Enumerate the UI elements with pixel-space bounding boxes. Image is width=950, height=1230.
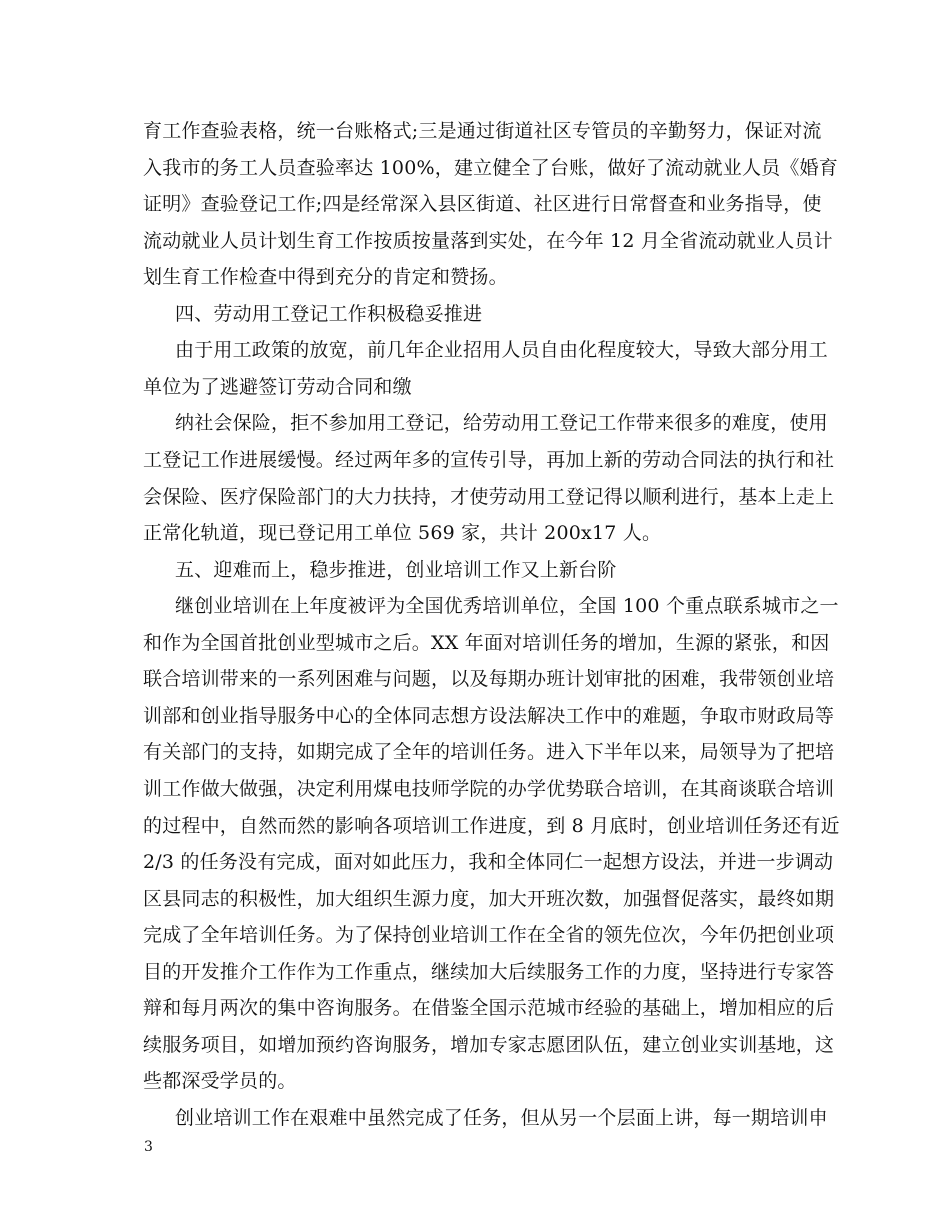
text-line: 证明》查验登记工作;四是经常深入县区街道、社区进行日常督查和业务指导，使 bbox=[143, 193, 822, 215]
text-line: 区县同志的积极性，加大组织生源力度，加大开班次数，加强督促落实，最终如期 bbox=[143, 888, 835, 910]
text-line: 工登记工作进展缓慢。经过两年多的宣传引导，再加上新的劳动合同法的执行和社 bbox=[143, 449, 835, 471]
text-line: 续服务项目，如增加预约咨询服务，增加专家志愿团队伍，建立创业实训基地，这 bbox=[143, 1034, 835, 1056]
text-line: 联合培训带来的一系列困难与问题，以及每期办班计划审批的困难，我带领创业培 bbox=[143, 668, 835, 690]
text-line: 会保险、医疗保险部门的大力扶持，才使劳动用工登记得以顺利进行，基本上走上 bbox=[143, 486, 835, 508]
text-line: 目的开发推介工作作为工作重点，继续加大后续服务工作的力度，坚持进行专家答 bbox=[143, 961, 835, 983]
text-line: 纳社会保险，拒不参加用工登记，给劳动用工登记工作带来很多的难度，使用 bbox=[175, 412, 828, 434]
text-line: 流动就业人员计划生育工作按质按量落到实处，在今年 12 月全省流动就业人员计 bbox=[143, 230, 833, 252]
text-line: 2/3 的任务没有完成，面对如此压力，我和全体同仁一起想方设法，并进一步调动 bbox=[143, 851, 834, 873]
text-line: 正常化轨道，现已登记用工单位 569 家，共计 200x17 人。 bbox=[143, 522, 662, 544]
text-line: 入我市的务工人员查验率达 100%，建立健全了台账，做好了流动就业人员《婚育 bbox=[143, 157, 838, 179]
text-line: 继创业培训在上年度被评为全国优秀培训单位，全国 100 个重点联系城市之一 bbox=[175, 595, 839, 617]
text-line: 训部和创业指导服务中心的全体同志想方设法解决工作中的难题，争取市财政局等 bbox=[143, 705, 835, 727]
text-line: 由于用工政策的放宽，前几年企业招用人员自由化程度较大，导致大部分用工 bbox=[175, 339, 828, 361]
text-line: 辩和每月两次的集中咨询服务。在借鉴全国示范城市经验的基础上，增加相应的后 bbox=[143, 997, 835, 1019]
text-line: 的过程中，自然而然的影响各项培训工作进度，到 8 月底时，创业培训任务还有近 bbox=[143, 815, 840, 837]
text-line: 训工作做大做强，决定利用煤电技师学院的办学优势联合培训，在其商谈联合培训 bbox=[143, 778, 835, 800]
text-line: 有关部门的支持，如期完成了全年的培训任务。进入下半年以来，局领导为了把培 bbox=[143, 741, 835, 763]
page-number: 3 bbox=[144, 1139, 153, 1155]
text-line: 划生育工作检查中得到充分的肯定和赞扬。 bbox=[143, 266, 508, 288]
text-line: 单位为了逃避签订劳动合同和缴 bbox=[143, 376, 412, 398]
section-heading: 四、劳动用工登记工作积极稳妥推进 bbox=[175, 303, 483, 325]
text-line: 创业培训工作在艰难中虽然完成了任务，但从另一个层面上讲，每一期培训申 bbox=[175, 1107, 828, 1129]
text-line: 育工作查验表格，统一台账格式;三是通过街道社区专管员的辛勤努力，保证对流 bbox=[143, 120, 822, 142]
text-line: 些都深受学员的。 bbox=[143, 1070, 297, 1092]
text-line: 完成了全年培训任务。为了保持创业培训工作在全省的领先位次，今年仍把创业项 bbox=[143, 924, 835, 946]
text-line: 和作为全国首批创业型城市之后。XX 年面对培训任务的增加，生源的紧张，和因 bbox=[143, 632, 830, 654]
section-heading: 五、迎难而上，稳步推进，创业培训工作又上新台阶 bbox=[175, 559, 617, 581]
